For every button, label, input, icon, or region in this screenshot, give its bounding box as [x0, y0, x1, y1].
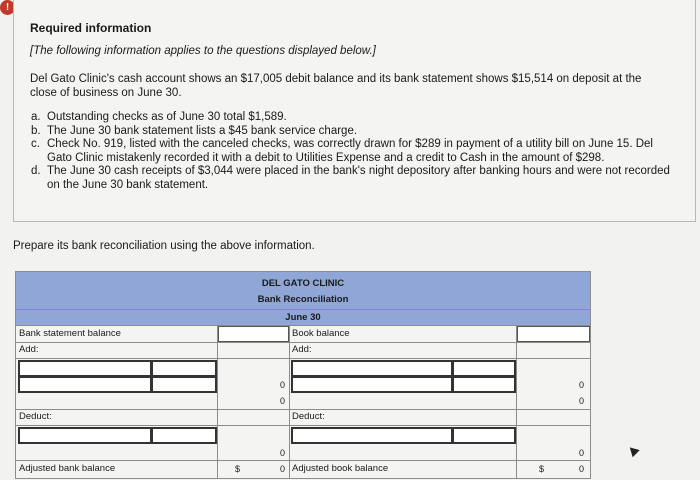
book-balance-label: Book balance [292, 328, 350, 339]
currency-symbol: $ [235, 464, 241, 474]
bank-deduct-label: Deduct: [19, 411, 52, 422]
row-divider [16, 460, 590, 461]
book-deduct-amount-input[interactable] [452, 427, 516, 444]
list-item-letter: b. [31, 124, 41, 137]
divider [16, 325, 590, 326]
column-divider [217, 326, 218, 478]
report-title: Bank Reconciliation [257, 294, 349, 305]
book-add-amount-input[interactable] [452, 376, 516, 393]
book-add-description-input[interactable] [291, 376, 453, 393]
book-balance-input[interactable] [517, 326, 590, 342]
bank-reconciliation-table [15, 271, 591, 479]
info-paragraph: Del Gato Clinic's cash account shows an $17,005 debit balance and its bank statement shows $15,514 on deposit at the close of business on June 30. [30, 73, 642, 99]
bank-deduct-description-input[interactable] [18, 427, 152, 444]
book-add-total: 0 [578, 380, 584, 390]
row-divider [16, 425, 590, 426]
column-divider [289, 326, 290, 478]
bank-add-description-input[interactable] [18, 376, 152, 393]
bank-add-label: Add: [19, 344, 39, 355]
bank-deduct-amount-input[interactable] [151, 427, 217, 444]
row-divider [16, 409, 590, 410]
list-item-letter: a. [31, 111, 41, 123]
bank-add-total: 0 [279, 396, 285, 406]
report-date: June 30 [285, 312, 321, 323]
bank-add-amount-input[interactable] [151, 360, 217, 377]
bank-add-total: 0 [279, 380, 285, 390]
list-item-text: Check No. 919, listed with the canceled checks, was correctly drawn for $289 in payment of a utility bill on June 15. Del Gato Clinic mistakenly recorded it with a debit to Utilities Expense and a credit to Cash in the amount of $298. [47, 138, 653, 164]
row-divider [16, 342, 590, 343]
adjusted-bank-balance-label: Adjusted bank balance [19, 463, 116, 474]
alert-icon: ! [0, 0, 15, 15]
info-list [30, 111, 680, 193]
bank-add-description-input[interactable] [18, 360, 152, 377]
list-item-letter: c. [31, 138, 40, 151]
info-subtitle: [The following information applies to the questions displayed below.] [30, 45, 376, 57]
list-item [30, 138, 680, 165]
book-deduct-description-input[interactable] [291, 427, 453, 444]
book-add-amount-input[interactable] [452, 360, 516, 377]
bank-deduct-total: 0 [279, 448, 285, 458]
book-add-description-input[interactable] [291, 360, 453, 377]
divider [16, 309, 590, 310]
book-add-total: 0 [578, 396, 584, 406]
list-item [30, 111, 680, 125]
currency-symbol: $ [539, 464, 545, 474]
list-item [30, 165, 680, 192]
list-item [30, 125, 680, 139]
bank-statement-balance-input[interactable] [218, 326, 289, 342]
bank-add-amount-input[interactable] [151, 376, 217, 393]
list-item-text: Outstanding checks as of June 30 total $1,589. [47, 111, 287, 123]
list-item-letter: d. [31, 165, 41, 178]
column-divider [516, 326, 517, 478]
bank-statement-balance-label: Bank statement balance [19, 328, 121, 339]
adjusted-bank-balance-value: 0 [279, 464, 285, 474]
instruction-text: Prepare its bank reconciliation using the above information. [13, 240, 315, 252]
book-deduct-label: Deduct: [292, 411, 325, 422]
book-add-label: Add: [292, 344, 312, 355]
company-name: DEL GATO CLINIC [261, 278, 345, 289]
mouse-cursor-icon [626, 444, 639, 457]
info-title: Required information [30, 21, 152, 35]
row-divider [16, 358, 590, 359]
adjusted-book-balance-label: Adjusted book balance [292, 463, 389, 474]
book-deduct-total: 0 [578, 448, 584, 458]
list-item-text: The June 30 bank statement lists a $45 bank service charge. [47, 124, 358, 137]
adjusted-book-balance-value: 0 [578, 464, 584, 474]
list-item-text: The June 30 cash receipts of $3,044 were placed in the bank's night depository after banking hours and were not recorded on the June 30 bank statement. [47, 165, 670, 191]
